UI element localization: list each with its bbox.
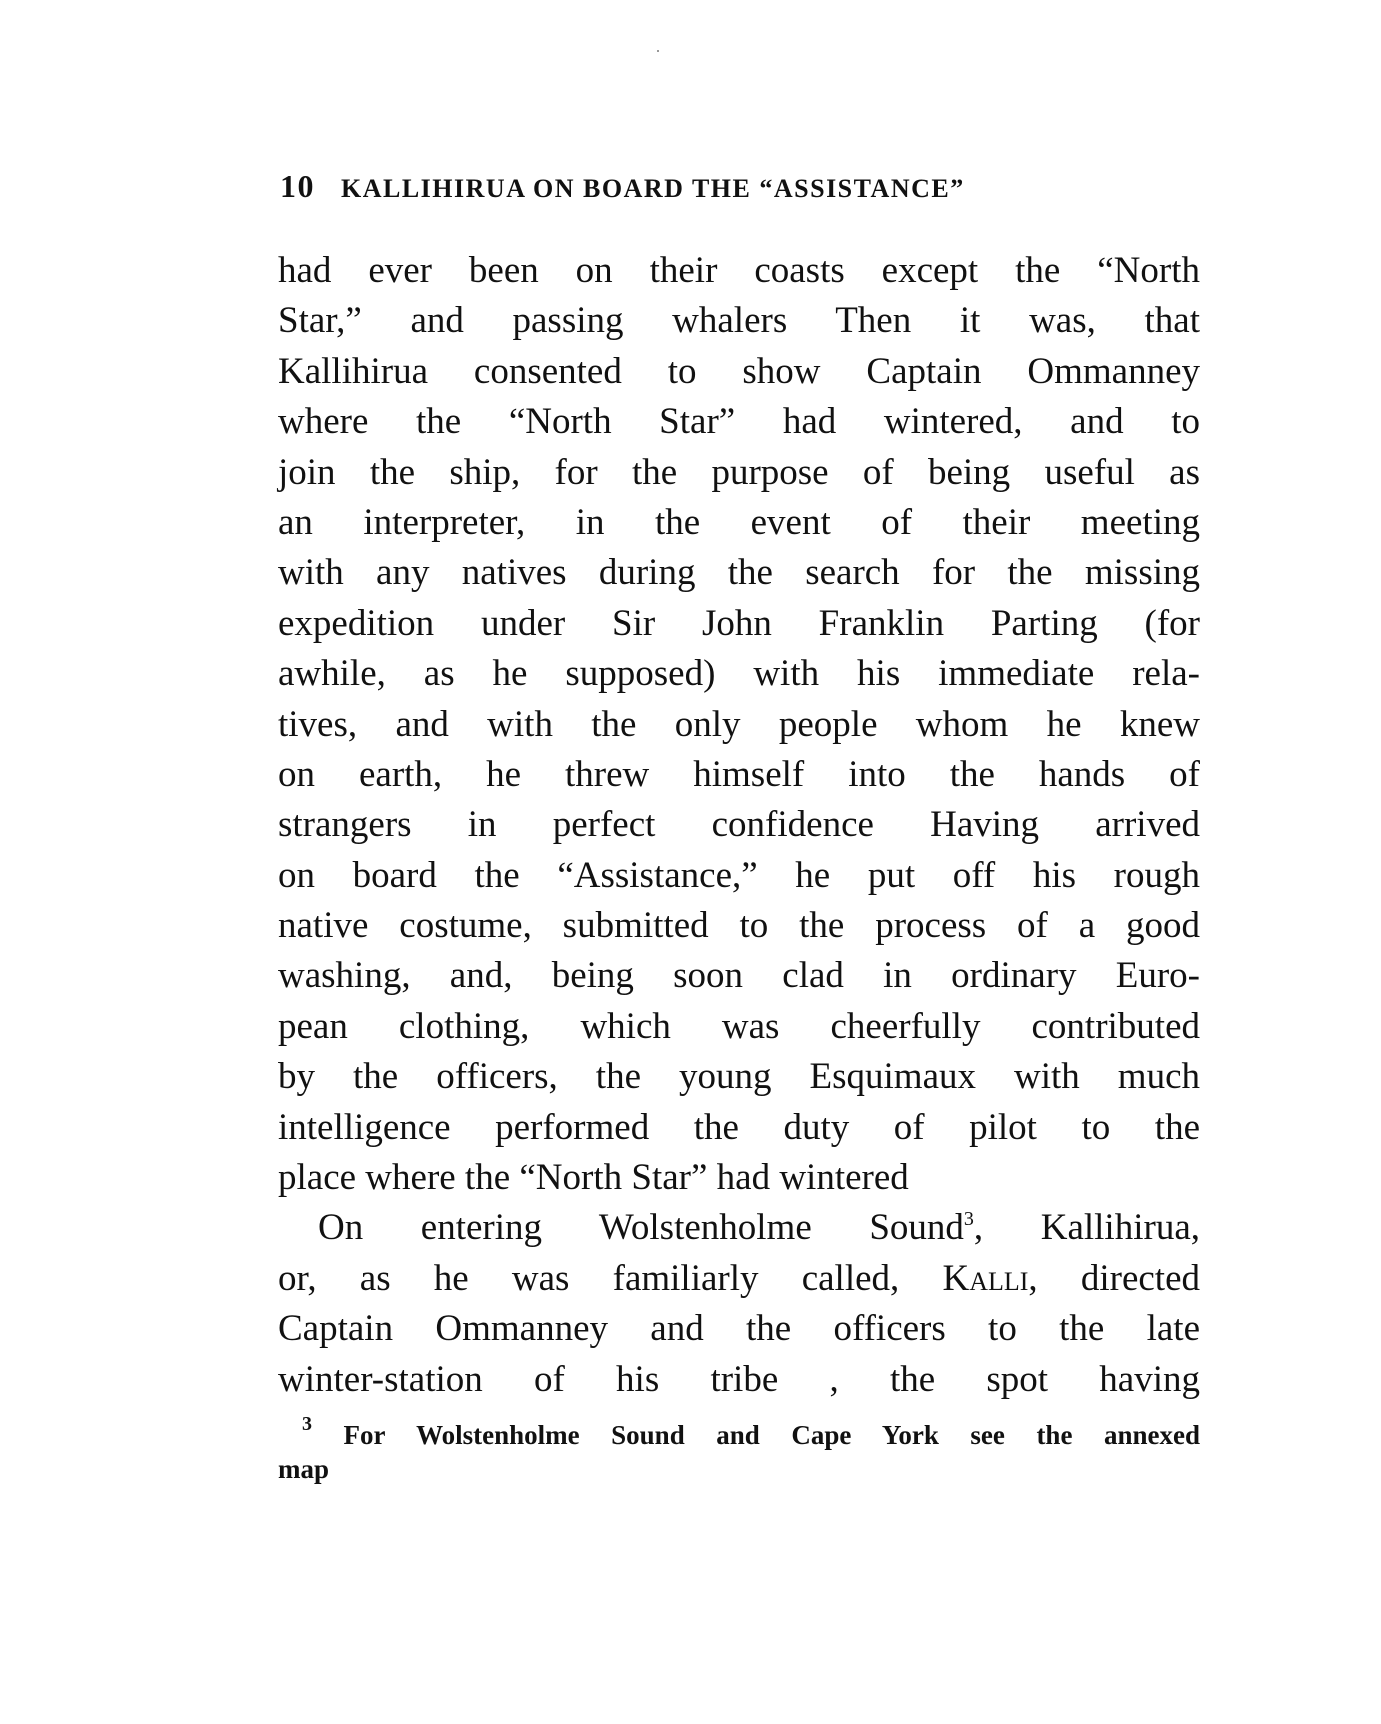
- text-span: , directed: [1028, 1257, 1200, 1299]
- text-line: native costume, submitted to the process of a good: [278, 905, 1200, 947]
- text-span: On entering Wolstenholme Sound: [318, 1207, 964, 1249]
- text-line: tives, and with the only people whom he knew: [278, 703, 1200, 745]
- text-line: on earth, he threw himself into the hands of: [278, 753, 1200, 795]
- text-line: Star,” and passing whalers Then it was, that: [278, 300, 1200, 342]
- text-line: expedition under Sir John Franklin Parting (for: [278, 602, 1200, 644]
- running-title: KALLIHIRUA ON BOARD THE “ASSISTANCE”: [341, 174, 965, 203]
- text-line: strangers in perfect confidence Having arrived: [278, 804, 1200, 846]
- text-line: join the ship, for the purpose of being useful as: [278, 451, 1200, 493]
- footnote-line: map: [278, 1454, 330, 1484]
- text-span: , Kallihirua,: [973, 1207, 1200, 1249]
- text-line: place where the “North Star” had wintered: [278, 1157, 909, 1199]
- footnote-marker: 3: [302, 1413, 312, 1435]
- small-caps-name: Kalli: [942, 1257, 1029, 1299]
- footnote-line: [278, 1413, 1200, 1452]
- text-line: Captain Ommanney and the officers to the late: [278, 1308, 1200, 1350]
- footnote-text: For Wolstenholme Sound and Cape York see the annexed: [343, 1420, 1200, 1450]
- text-line: had ever been on their coasts except the “North: [278, 250, 1200, 291]
- text-line: with any natives during the search for the missing: [278, 552, 1200, 594]
- text-line: [278, 1203, 1200, 1253]
- page-number: 10: [280, 168, 315, 204]
- text-line: an interpreter, in the event of their meeting: [278, 501, 1200, 543]
- text-line: on board the “Assistance,” he put off his rough: [278, 854, 1200, 896]
- text-line: washing, and, being soon clad in ordinary Euro-: [278, 955, 1200, 997]
- text-line: intelligence performed the duty of pilot to the: [278, 1106, 1200, 1148]
- text-line: winter-station of his tribe , the spot having: [278, 1358, 1200, 1400]
- text-line: pean clothing, which was cheerfully contributed: [278, 1005, 1200, 1047]
- paragraph-2: [278, 1203, 1200, 1405]
- scan-speck: [657, 50, 659, 52]
- text-line: where the “North Star” had wintered, and to: [278, 401, 1200, 443]
- footnote: [278, 1413, 1200, 1486]
- text-line: by the officers, the young Esquimaux with much: [278, 1056, 1200, 1098]
- text-line: awhile, as he supposed) with his immediate rela-: [278, 653, 1200, 695]
- paragraph-1: [278, 246, 1200, 1203]
- text-line: [278, 1254, 1200, 1304]
- footnote-ref: 3: [963, 1208, 974, 1231]
- text-line: Kallihirua consented to show Captain Ommanney: [278, 350, 1200, 392]
- text-span: or, as he was familiarly called,: [278, 1257, 943, 1299]
- body-text: [278, 246, 1200, 1405]
- running-header: [280, 168, 1205, 208]
